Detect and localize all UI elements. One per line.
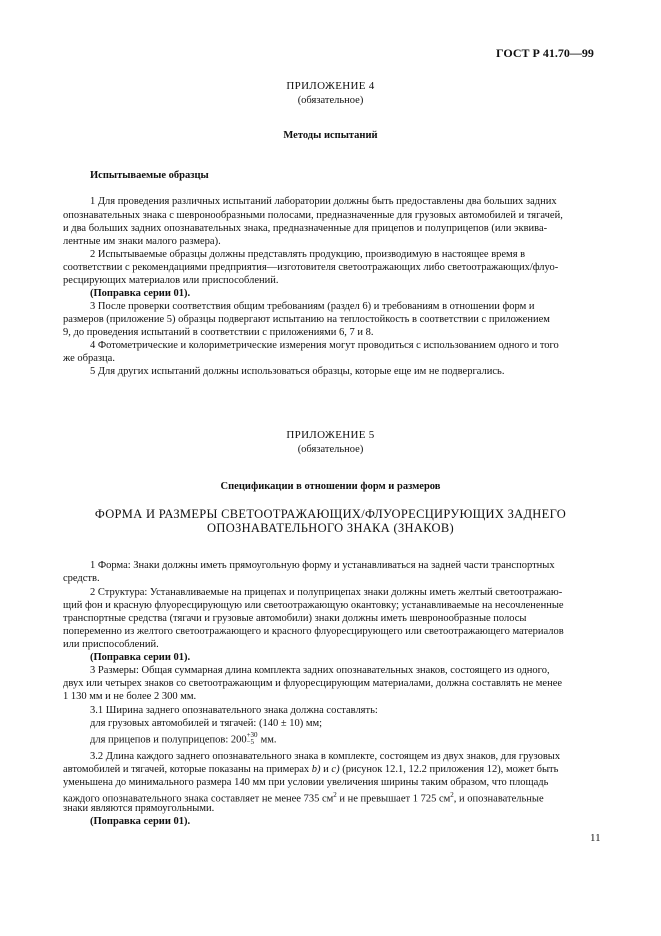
appendix-5-caps-title-line-2: ОПОЗНАВАТЕЛЬНОГО ЗНАКА (ЗНАКОВ) [207,521,454,535]
a5-trailer-width-prefix: для прицепов и полуприцепов: 200 [90,734,247,746]
a4-line: ресцирующих материалов или приспособлений. [63,275,279,286]
text-run: и [320,764,332,775]
appendix-5-status: (обязательное) [297,444,364,455]
a4-line: же образца. [63,353,115,364]
a4-line: и два больших задних опознавательных знака, предназначенные для прицепов и полуприцепов (или эквива- [63,223,548,234]
a5-line: двух или четырех знаков со светоотражающим и флуоресцирующим материалами, должна составлять не менее [63,678,563,689]
text-run: , и опознавательные [453,793,544,805]
a5-line: 3 Размеры: Общая суммарная длина комплекта задних опознавательных знаков, состоящего из одного, [90,665,550,676]
a5-line: 1 Форма: Знаки должны иметь прямоугольную форму и устанавливаться на задней части транспортных [90,560,555,571]
appendix-4-status: (обязательное) [297,95,364,106]
a5-line: транспортные средства (тягачи и грузовые автомобили) знаки должны иметь шевронообразные полосы [63,613,527,624]
example-ref-c: c) [331,764,340,775]
a4-amendment-note: (Поправка серии 01). [90,288,191,299]
a5-amendment-note-2: (Поправка серии 01). [90,816,191,827]
a4-line: 1 Для проведения различных испытаний лаборатории должны быть предоставлены два больших задних [90,196,557,207]
tolerance-plus: +30 [246,731,258,739]
a5-p32-line [63,763,558,776]
a4-line: опознавательных знака с шевронообразными полосами, предназначенные для грузовых автомобилей и тягачей, [63,210,563,221]
document-code-header: ГОСТ Р 41.70—99 [496,46,594,60]
page-number: 11 [590,832,601,844]
a5-p32-line: 3.2 Длина каждого заднего опознавательного знака в комплекте, состоящем из двух знаков, для грузовых [90,751,561,762]
a4-line: 2 Испытываемые образцы должны представлять продукцию, производимую в настоящее время в [90,249,526,260]
a5-line: 1 130 мм и не более 2 300 мм. [63,691,197,702]
a5-line: щий фон и красную флуоресцирующую или светоотражающую окантовку; устанавливаемые на несочлененные [63,600,564,611]
a4-line: лентные им знаки малого размера). [63,236,221,247]
appendix-5-title: ПРИЛОЖЕНИЕ 5 [286,429,375,441]
a5-p32-line: уменьшена до минимального размера 140 мм при условии увеличения ширины таким образом, что площадь [63,777,549,788]
a5-p32-line: знаки являются прямоугольными. [63,803,215,814]
text-run: автомобилей и тягачей, которые показаны на примерах [63,764,312,775]
a4-line: 5 Для других испытаний должны использоваться образцы, которые еще им не подвергались. [90,366,505,377]
a5-line: попеременно из желтого светоотражающего и красного флуоресцирующего или светоотражающего материалов [63,626,564,637]
a4-line: размеров (приложение 5) образцы подвергают испытанию на теплостойкость в соответствии с приложением [63,314,550,325]
superscript-2: 2 [450,791,454,799]
a4-line: 4 Фотометрические и колориметрические измерения могут проводиться с использованием одного и того [90,340,559,351]
a5-amendment-note: (Поправка серии 01). [90,652,191,663]
example-ref-b: b) [311,764,321,775]
appendix-5-heading: Спецификации в отношении форм и размеров [220,481,441,492]
appendix-4-heading: Методы испытаний [283,130,378,141]
text-run: каждого опознавательного знака составляет не менее 735 см [63,793,334,805]
a5-trailer-width-line [90,733,276,747]
a5-line: для грузовых автомобилей и тягачей: (140 ± 10) мм; [90,718,323,729]
text-run: и не превышает 1 725 см [336,793,451,805]
a4-line: соответствии с рекомендациями предприятия—изготовителя светоотражающих либо светоотражающих/флуо- [63,262,559,273]
a4-line: 9, до проведения испытаний в соответствии с приложениями 6, 7 и 8. [63,327,374,338]
text-run: (рисунок 12.1, 12.2 приложения 12), может быть [339,764,559,775]
appendix-4-title: ПРИЛОЖЕНИЕ 4 [286,80,375,92]
a5-trailer-width-suffix: мм. [260,734,277,746]
a5-line: 2 Структура: Устанавливаемые на прицепах и полуприцепах знаки должны иметь желтый светоотражаю- [90,587,563,598]
a5-line: или приспособлений. [63,639,159,650]
a5-line: средств. [63,573,100,584]
a5-line: 3.1 Ширина заднего опознавательного знака должна составлять: [90,705,378,716]
superscript-2: 2 [333,791,337,799]
appendix-4-subheading: Испытываемые образцы [90,170,209,181]
appendix-5-caps-title-line-1: ФОРМА И РАЗМЕРЫ СВЕТООТРАЖАЮЩИХ/ФЛУОРЕСЦИРУЮЩИХ ЗАДНЕГО [94,507,567,521]
a4-line: 3 После проверки соответствия общим требованиям (раздел 6) и требованиям в отношении форм и [90,301,535,312]
tolerance-minus: −5 [246,738,255,746]
